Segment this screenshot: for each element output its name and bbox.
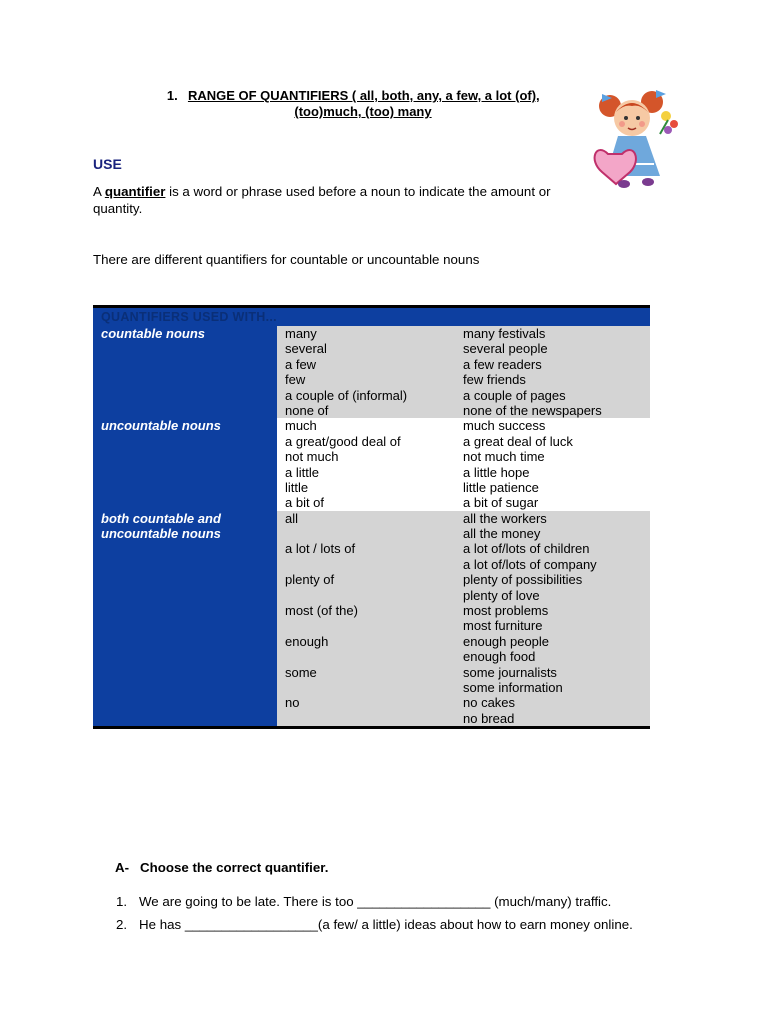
difference-paragraph: There are different quantifiers for countable or uncountable nouns [93, 252, 480, 267]
quantifier-cell: a bit of [285, 495, 325, 511]
quantifier-cell: many [285, 326, 317, 341]
quantifier-cell [277, 649, 463, 664]
example-cell: plenty of love [463, 587, 540, 603]
quantifier-cell: enough [285, 633, 329, 649]
table-row [277, 618, 650, 633]
table-row [277, 665, 650, 680]
example-cell: no cakes [463, 695, 516, 711]
quantifier-cell: a few [285, 356, 317, 372]
table-group-both [93, 511, 650, 726]
quantifier-cell [277, 618, 463, 633]
table-row [277, 495, 650, 510]
exercise-item-text: He has __________________(a few/ a little) ideas about how to earn money online. [139, 917, 633, 932]
title-text: RANGE OF QUANTIFIERS ( all, both, any, a few, a lot (of), [187, 88, 540, 103]
exercise-title: Choose the correct quantifier. [140, 860, 329, 875]
exercise-heading [115, 860, 328, 875]
table-row [277, 541, 650, 556]
quantifier-cell: plenty of [285, 572, 335, 588]
table-row [277, 326, 650, 341]
quantifier-cell: several [285, 341, 327, 357]
exercise-letter: A- [115, 860, 130, 875]
table-row [277, 695, 650, 710]
example-cell: few friends [463, 372, 526, 388]
example-cell: enough food [463, 649, 536, 665]
exercise-item-number: 2. [116, 917, 128, 932]
table-row [277, 680, 650, 695]
table-row [277, 511, 650, 526]
table-row [277, 465, 650, 480]
quantifiers-table [93, 305, 650, 729]
quantifier-cell: most (of the) [285, 603, 358, 619]
quantifier-cell [277, 711, 463, 726]
example-cell: a little hope [463, 464, 530, 480]
example-cell: all the money [463, 526, 541, 542]
table-row [277, 526, 650, 541]
table-row [277, 603, 650, 618]
doll-illustration-svg [590, 84, 686, 196]
table-row [277, 341, 650, 356]
example-cell: some journalists [463, 664, 557, 680]
quantifier-cell [277, 526, 463, 541]
example-cell: many festivals [463, 326, 546, 341]
quantifier-cell: none of [285, 402, 329, 418]
example-cell: plenty of possibilities [463, 572, 583, 588]
example-cell: much success [463, 418, 546, 434]
example-cell: most furniture [463, 618, 543, 634]
group-label: both countable and uncountable nouns [93, 511, 277, 726]
quantifier-cell: all [285, 510, 299, 526]
quantifier-cell [277, 557, 463, 572]
quantifier-cell: a couple of (informal) [285, 387, 408, 403]
group-rows [277, 326, 650, 418]
intro-paragraph [93, 183, 593, 217]
table-row [277, 711, 650, 726]
quantifier-cell: much [285, 418, 317, 434]
quantifier-cell: few [285, 372, 306, 388]
group-label: uncountable nouns [93, 418, 277, 510]
example-cell: a lot of/lots of children [463, 541, 590, 557]
example-cell: no bread [463, 710, 515, 726]
quantifier-cell: a great/good deal of [285, 433, 401, 449]
table-row [277, 649, 650, 664]
page-title-line-2: (too)much, (too) many [294, 104, 432, 119]
intro-prefix: A [93, 184, 105, 199]
group-rows [277, 418, 650, 510]
table-row [277, 634, 650, 649]
table-row [277, 588, 650, 603]
use-heading: USE [93, 156, 122, 172]
quantifier-cell: no [285, 695, 300, 711]
example-cell: not much time [463, 449, 545, 465]
table-header: QUANTIFIERS USED WITH... [93, 308, 650, 326]
quantifier-cell [277, 680, 463, 695]
example-cell: a few readers [463, 356, 542, 372]
quantifier-term: quantifier [104, 184, 166, 199]
table-row [277, 403, 650, 418]
example-cell: a bit of sugar [463, 495, 539, 511]
example-cell: a lot of/lots of company [463, 556, 597, 572]
example-cell: little patience [463, 479, 539, 495]
exercise-item-number: 1. [116, 894, 128, 909]
example-cell: most problems [463, 603, 549, 619]
example-cell: a couple of pages [463, 387, 566, 403]
table-row [277, 372, 650, 387]
example-cell: all the workers [463, 510, 547, 526]
example-cell: some information [463, 679, 563, 695]
table-row [277, 449, 650, 464]
table-group-uncountable [93, 418, 650, 510]
table-row [277, 418, 650, 433]
exercise-item-text: We are going to be late. There is too __________________ (much/many) traffic. [139, 894, 612, 909]
quantifier-cell: a little [285, 464, 319, 480]
table-row [277, 557, 650, 572]
quantifier-cell: some [285, 664, 317, 680]
table-row [277, 572, 650, 587]
title-number: 1. [166, 88, 178, 103]
table-row [277, 480, 650, 495]
quantifier-cell [277, 588, 463, 603]
intro-rest: is a word or phrase used before a noun to indicate the amount or quantity. [93, 184, 551, 216]
exercise-item-2 [116, 917, 633, 932]
quantifier-cell: a lot / lots of [285, 541, 356, 557]
table-group-countable [93, 326, 650, 418]
table-row [277, 434, 650, 449]
group-label: countable nouns [93, 326, 277, 418]
example-cell: several people [463, 341, 548, 357]
example-cell: enough people [463, 633, 550, 649]
exercise-item-1 [116, 894, 611, 909]
quantifier-cell: little [285, 479, 309, 495]
example-cell: a great deal of luck [463, 433, 573, 449]
quantifier-cell: not much [285, 449, 339, 465]
table-row [277, 357, 650, 372]
example-cell: none of the newspapers [463, 402, 602, 418]
doll-with-heart-illustration [590, 84, 686, 196]
group-rows [277, 511, 650, 726]
table-row [277, 388, 650, 403]
